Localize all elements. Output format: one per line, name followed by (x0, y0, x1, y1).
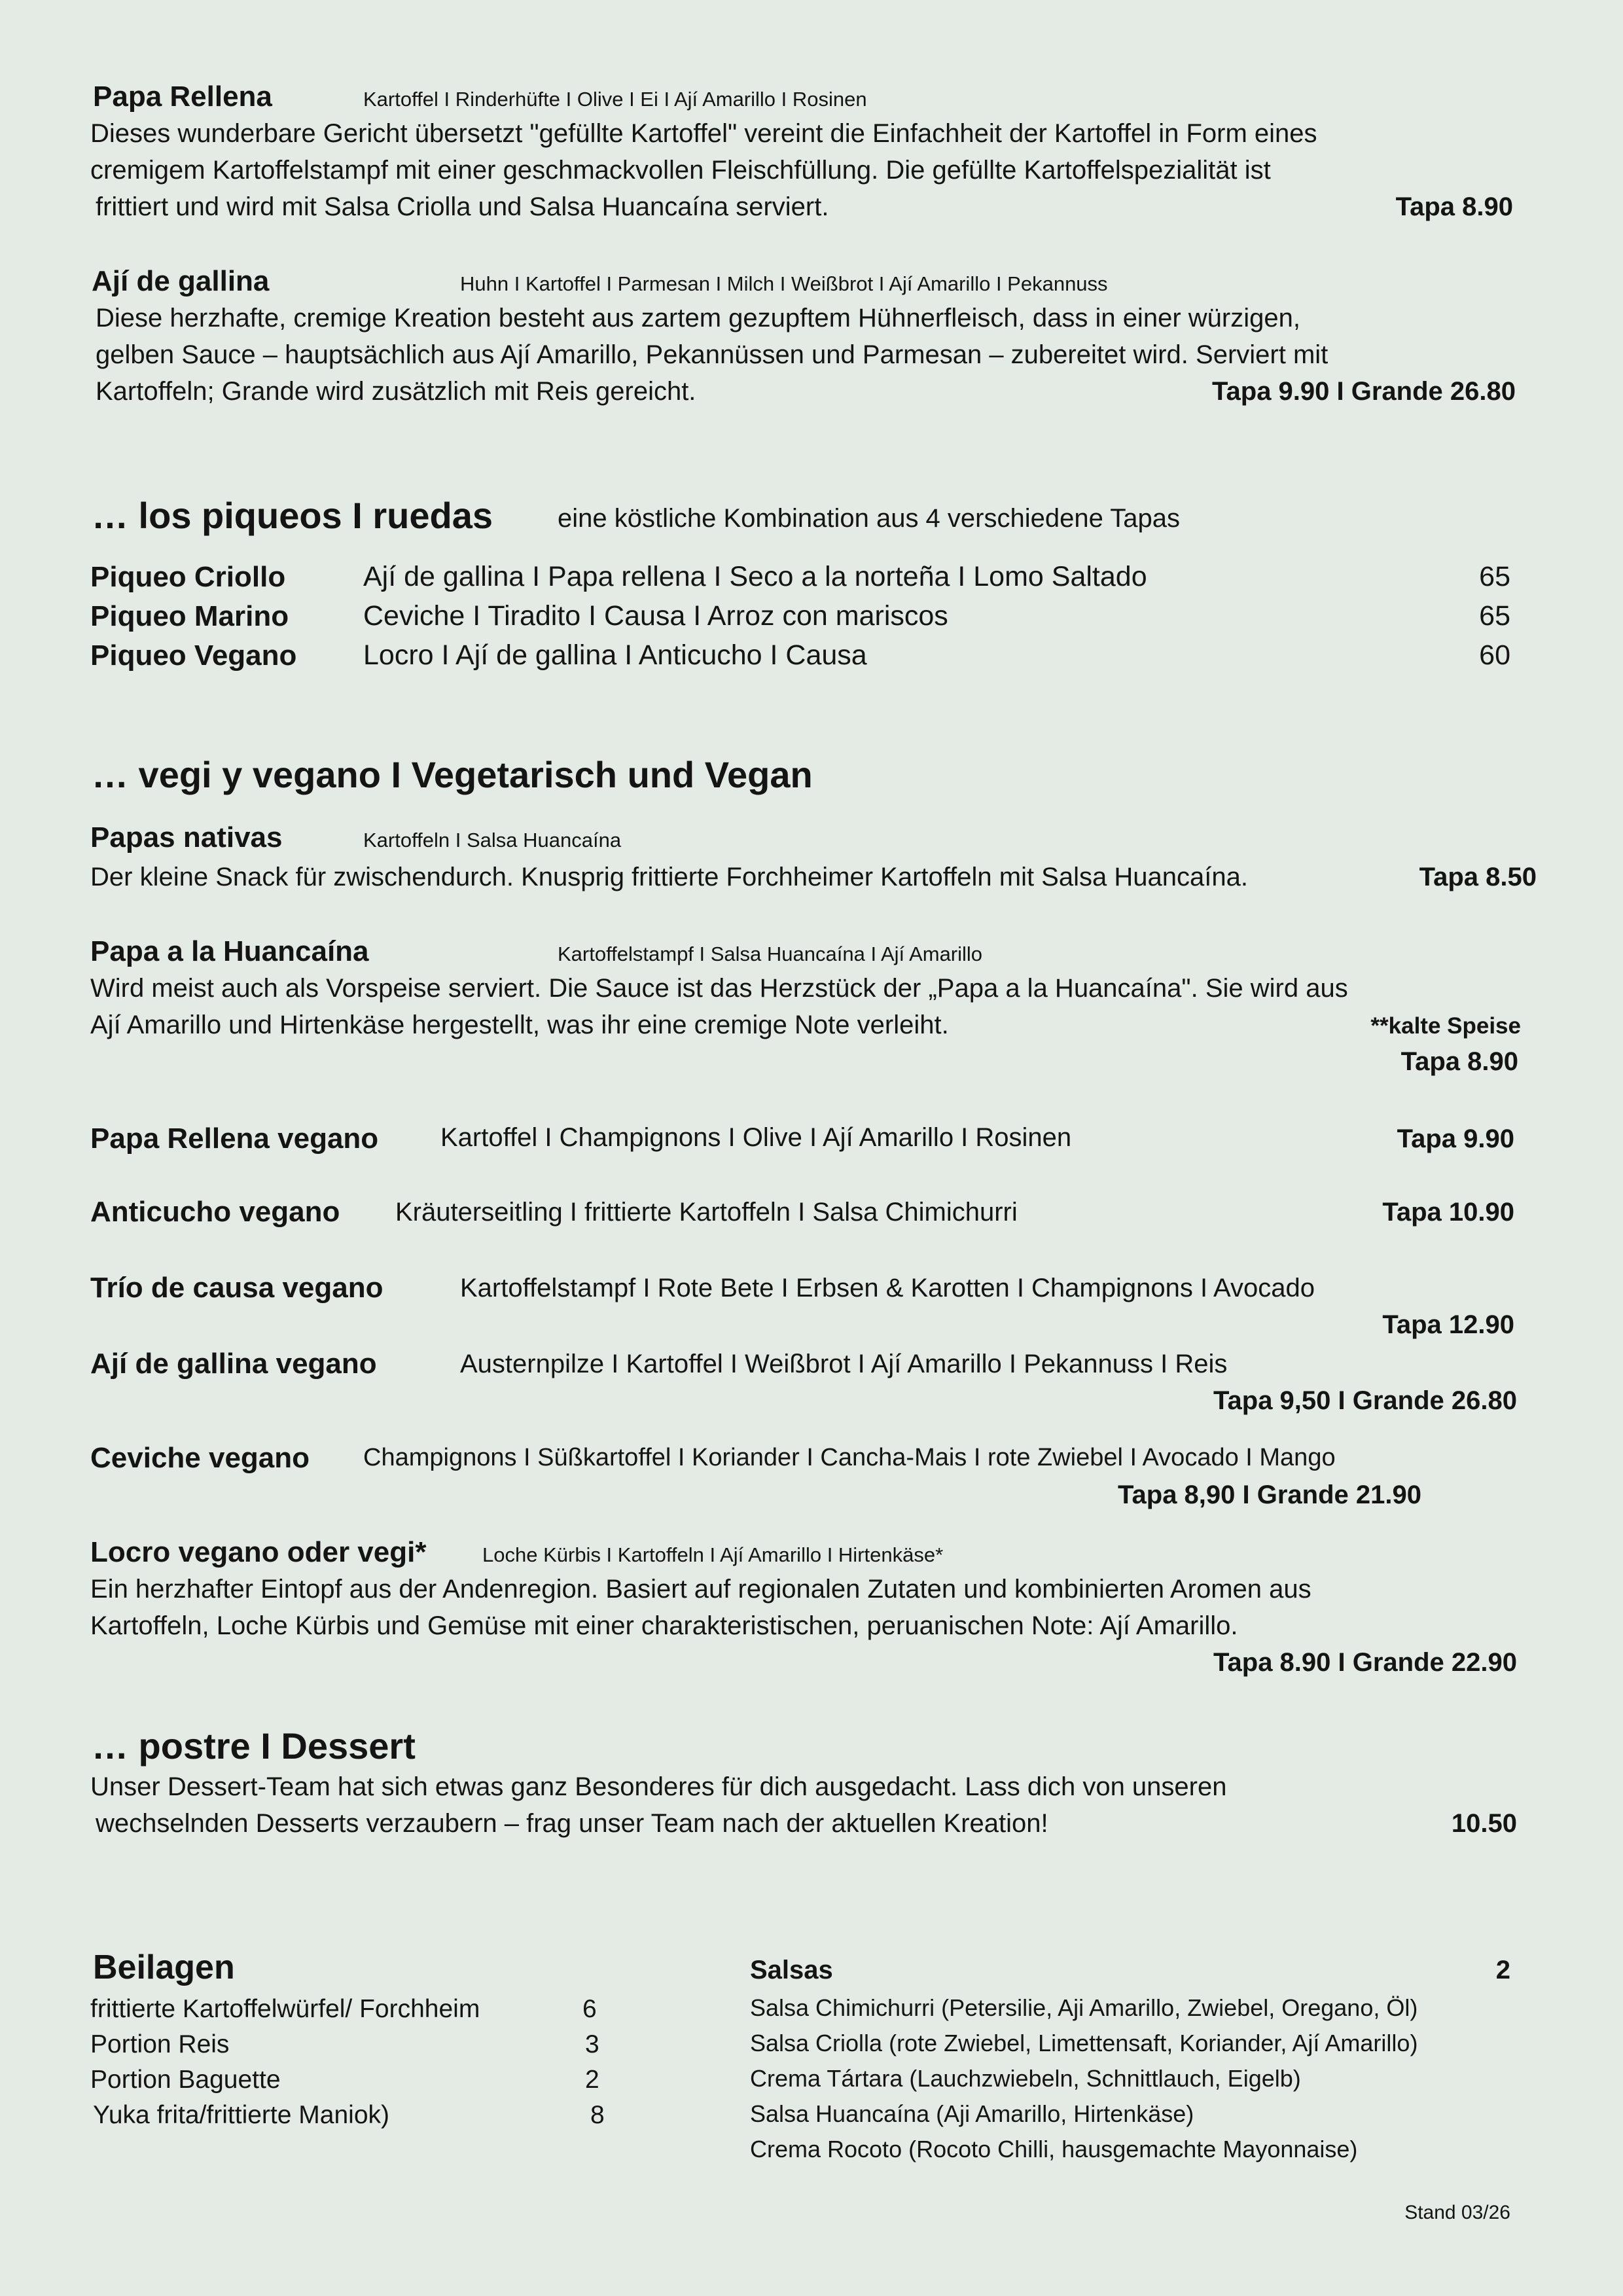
dessert-description-line: wechselnden Desserts verzaubern – frag unser Team nach der aktuellen Kreation! (96, 1809, 1048, 1838)
piqueo-ingredients: Ají de gallina I Papa rellena I Seco a la norteña I Lomo Saltado (363, 561, 1147, 592)
salsa-item: Salsa Criolla (rote Zwiebel, Limettensaft, Koriander, Ají Amarillo) (750, 2030, 1418, 2056)
dish-name: Ají de gallina (92, 265, 270, 297)
dish-name: Papa Rellena vegano (90, 1122, 379, 1155)
section-title: … los piqueos I ruedas (92, 495, 493, 536)
piqueo-name: Piqueo Marino (90, 600, 289, 632)
dish-description-line: Diese herzhafte, cremige Kreation besteht aus zartem gezupftem Hühnerfleisch, dass in einer würzigen, (96, 304, 1300, 332)
side-name: Portion Baguette (90, 2066, 281, 2094)
dish-ingredients: Kartoffelstampf I Salsa Huancaína I Ají Amarillo (558, 942, 983, 965)
dish-ingredients: Kartoffel I Champignons I Olive I Ají Amarillo I Rosinen (440, 1123, 1072, 1152)
piqueo-name: Piqueo Vegano (90, 639, 297, 672)
dish-description-line: Wird meist auch als Vorspeise serviert. Die Sauce ist das Herzstück der „Papa a la Huancaína". Sie wird aus (90, 974, 1348, 1003)
dish-price: Tapa 12.90 (1382, 1310, 1514, 1339)
dish-description-line: Ají Amarillo und Hirtenkäse hergestellt, was ihr eine cremige Note verleiht. (90, 1011, 949, 1039)
stand-date: Stand 03/26 (1404, 2202, 1510, 2223)
dish-ingredients: Kartoffelstampf I Rote Bete I Erbsen & Karotten I Champignons I Avocado (460, 1274, 1315, 1302)
dish-price: Tapa 9.90 I Grande 26.80 (1212, 377, 1516, 406)
beilagen-title: Beilagen (93, 1948, 235, 1986)
side-name: Portion Reis (90, 2030, 230, 2058)
side-price: 8 (590, 2101, 605, 2129)
dish-price: Tapa 9.90 (1397, 1124, 1514, 1153)
dish-ingredients: Huhn I Kartoffel I Parmesan I Milch I Weißbrot I Ají Amarillo I Pekannuss (460, 272, 1108, 295)
salsa-item: Salsa Huancaína (Aji Amarillo, Hirtenkäse) (750, 2100, 1194, 2127)
dish-name: Papas nativas (90, 821, 283, 853)
piqueo-price: 65 (1479, 561, 1510, 592)
dish-ingredients: Champignons I Süßkartoffel I Koriander I Cancha-Mais I rote Zwiebel I Avocado I Mango (363, 1444, 1336, 1471)
salsa-item: Crema Tártara (Lauchzwiebeln, Schnittlauch, Eigelb) (750, 2065, 1301, 2092)
dish-description-line: frittiert und wird mit Salsa Criolla und Salsa Huancaína serviert. (96, 192, 829, 221)
piqueo-ingredients: Ceviche I Tiradito I Causa I Arroz con mariscos (363, 600, 948, 632)
dish-ingredients: Kartoffeln I Salsa Huancaína (363, 829, 622, 852)
piqueo-name: Piqueo Criollo (90, 561, 286, 593)
dish-price: Tapa 8.90 I Grande 22.90 (1213, 1648, 1517, 1677)
dish-name: Ceviche vegano (90, 1442, 310, 1474)
section-tagline: eine köstliche Kombination aus 4 verschiedene Tapas (558, 504, 1180, 533)
dessert-price: 10.50 (1451, 1809, 1517, 1838)
dish-name: Trío de causa vegano (90, 1272, 383, 1304)
side-price: 2 (585, 2066, 599, 2094)
dish-price: Tapa 8,90 I Grande 21.90 (1118, 1480, 1421, 1509)
dish-description-line: Der kleine Snack für zwischendurch. Knusprig frittierte Forchheimer Kartoffeln mit Salsa Huancaína. (90, 863, 1248, 891)
side-name: Yuka frita/frittierte Maniok) (93, 2101, 389, 2129)
dish-ingredients: Kräuterseitling I frittierte Kartoffeln I Salsa Chimichurri (395, 1198, 1018, 1227)
section-title: … vegi y vegano I Vegetarisch und Vegan (92, 754, 813, 795)
salsa-item: Salsa Chimichurri (Petersilie, Aji Amarillo, Zwiebel, Oregano, Öl) (750, 1994, 1418, 2021)
salsa-item: Crema Rocoto (Rocoto Chilli, hausgemachte Mayonnaise) (750, 2136, 1358, 2162)
dish-name: Anticucho vegano (90, 1196, 340, 1228)
dish-price: Tapa 8.90 (1400, 1047, 1518, 1076)
dish-ingredients: Loche Kürbis I Kartoffeln I Ají Amarillo I Hirtenkäse* (482, 1543, 944, 1566)
dish-description-line: Kartoffeln; Grande wird zusätzlich mit Reis gereicht. (96, 377, 696, 406)
piqueo-price: 60 (1479, 639, 1510, 671)
piqueo-ingredients: Locro I Ají de gallina I Anticucho I Causa (363, 639, 867, 671)
dish-note: **kalte Speise (1370, 1013, 1521, 1039)
side-price: 6 (582, 1995, 597, 2023)
dish-description-line: gelben Sauce – hauptsächlich aus Ají Amarillo, Pekannüssen und Parmesan – zubereitet wird. Serviert mit (96, 340, 1329, 369)
dish-price: Tapa 10.90 (1382, 1198, 1514, 1227)
dish-description-line: cremigem Kartoffelstampf mit einer geschmackvollen Fleischfüllung. Die gefüllte Kartoffelspezialität ist (90, 156, 1271, 185)
salsas-title: Salsas (750, 1956, 833, 1984)
section-title: … postre I Dessert (92, 1725, 416, 1767)
dish-price: Tapa 9,50 I Grande 26.80 (1213, 1386, 1517, 1415)
dish-ingredients: Austernpilze I Kartoffel I Weißbrot I Ají Amarillo I Pekannuss I Reis (460, 1350, 1228, 1378)
dish-name: Locro vegano oder vegi* (90, 1536, 427, 1568)
dish-description-line: Dieses wunderbare Gericht übersetzt "gefüllte Kartoffel" vereint die Einfachheit der Kartoffel in Form eines (90, 119, 1317, 148)
dish-description-line: Ein herzhafter Eintopf aus der Andenregion. Basiert auf regionalen Zutaten und kombinierten Aromen aus (90, 1575, 1311, 1604)
dish-price: Tapa 8.50 (1419, 863, 1537, 891)
dessert-description-line: Unser Dessert-Team hat sich etwas ganz Besonderes für dich ausgedacht. Lass dich von unseren (90, 1772, 1227, 1801)
dish-name: Papa a la Huancaína (90, 935, 369, 967)
salsas-price: 2 (1495, 1956, 1510, 1984)
dish-name: Papa Rellena (93, 81, 272, 113)
dish-name: Ají de gallina vegano (90, 1348, 377, 1380)
dish-price: Tapa 8.90 (1395, 192, 1513, 221)
side-name: frittierte Kartoffelwürfel/ Forchheim (90, 1995, 480, 2023)
piqueo-price: 65 (1479, 600, 1510, 632)
dish-ingredients: Kartoffel I Rinderhüfte I Olive I Ei I Ají Amarillo I Rosinen (363, 88, 867, 111)
side-price: 3 (585, 2030, 599, 2058)
dish-description-line: Kartoffeln, Loche Kürbis und Gemüse mit einer charakteristischen, peruanischen Note: Ají Amarillo. (90, 1611, 1238, 1640)
